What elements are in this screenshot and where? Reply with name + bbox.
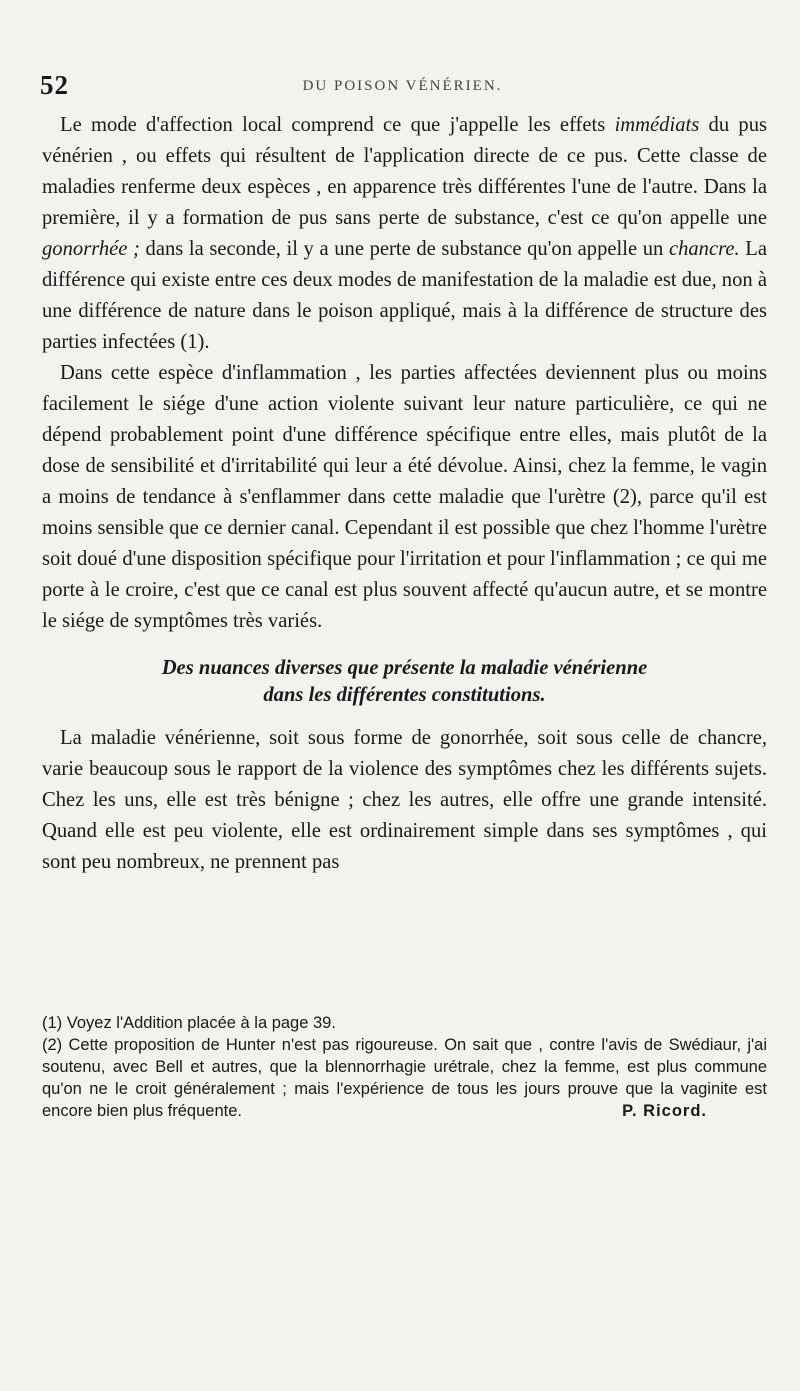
p1-text-g: La différence qui existe entre ces deux modes de manifestation de la maladie est due, non à une différence de nature dans le poison appliqué, mais à la différence de structure des parties infectées (1). (42, 238, 767, 353)
section-heading (42, 655, 767, 709)
paragraph-2: Dans cette espèce d'inflammation , les parties affectées deviennent plus ou moins facilement le siége d'une action violente suivant leur nature particulière, ce qui ne dépend probablement point d'une différence spécifique entre elles, mais plutôt de la dose de sensibilité et d'irritabilité qui leur a été dévolue. Ainsi, chez la femme, le vagin a moins de tendance à s'enflammer dans cette maladie que l'urètre (2), parce qu'il est moins sensible que ce dernier canal. Cependant il est possible que chez l'homme l'urètre soit doué d'une disposition spécifique pour l'irritation et pour l'inflammation ; ce qui me porte à le croire, c'est que ce canal est plus souvent affecté qu'aucun autre, et se montre le siége de symptômes très variés. (42, 362, 767, 632)
signature: P. Ricord. (622, 1102, 707, 1120)
p1-text-e: dans la seconde, il y a une perte de substance qu'on appelle un (139, 238, 669, 260)
paragraph-1 (42, 110, 767, 358)
page-header (40, 70, 765, 110)
footnote-1: (1) Voyez l'Addition placée à la page 39. (42, 1014, 336, 1032)
p1-italic-chancre: chancre. (668, 238, 740, 260)
page-number: 52 (40, 70, 69, 100)
running-title: DU POISON VÉNÉRIEN. (302, 78, 503, 94)
p1-text-a: Le mode d'affection local comprend ce que j'appelle les effets (60, 114, 615, 136)
section-heading-line-1: Des nuances diverses que présente la maladie vénérienne (161, 657, 648, 679)
section-heading-line-2: dans les différentes constitutions. (263, 684, 546, 706)
footnote-2 (42, 1034, 767, 1122)
paragraph-3: La maladie vénérienne, soit sous forme de gonorrhée, soit sous celle de chancre, varie beaucoup sous le rapport de la violence des symptômes chez les différents sujets. Chez les uns, elle est très bénigne ; chez les autres, elle offre une grande intensité. Quand elle est peu violente, elle est ordinairement simple dans ses symptômes , qui sont peu nombreux, ne prennent pas (42, 727, 767, 873)
body-text (42, 110, 767, 878)
footnote-2-text: (2) Cette proposition de Hunter n'est pas rigoureuse. On sait que , contre l'avis de Swédiaur, j'ai soutenu, avec Bell et autres, que la blennorrhagie urétrale, chez la femme, est plus commune qu'on ne le croit généralement ; mais l'expérience de tous les jours prouve que la vaginite est encore bien plus fréquente. (42, 1036, 767, 1120)
p1-text-c: du pus vénérien , ou effets qui résultent de l'application directe de ce pus. Cette classe de maladies renferme deux espèces , en apparence très différentes l'une de l'autre. Dans la première, il y a formation de pus sans perte de substance, c'est ce qu'on appelle une (42, 114, 768, 229)
p1-italic-immediats: immédiats (614, 114, 700, 136)
footnotes (42, 1012, 767, 1122)
p1-italic-gonorrhee: gonorrhée ; (42, 238, 140, 260)
